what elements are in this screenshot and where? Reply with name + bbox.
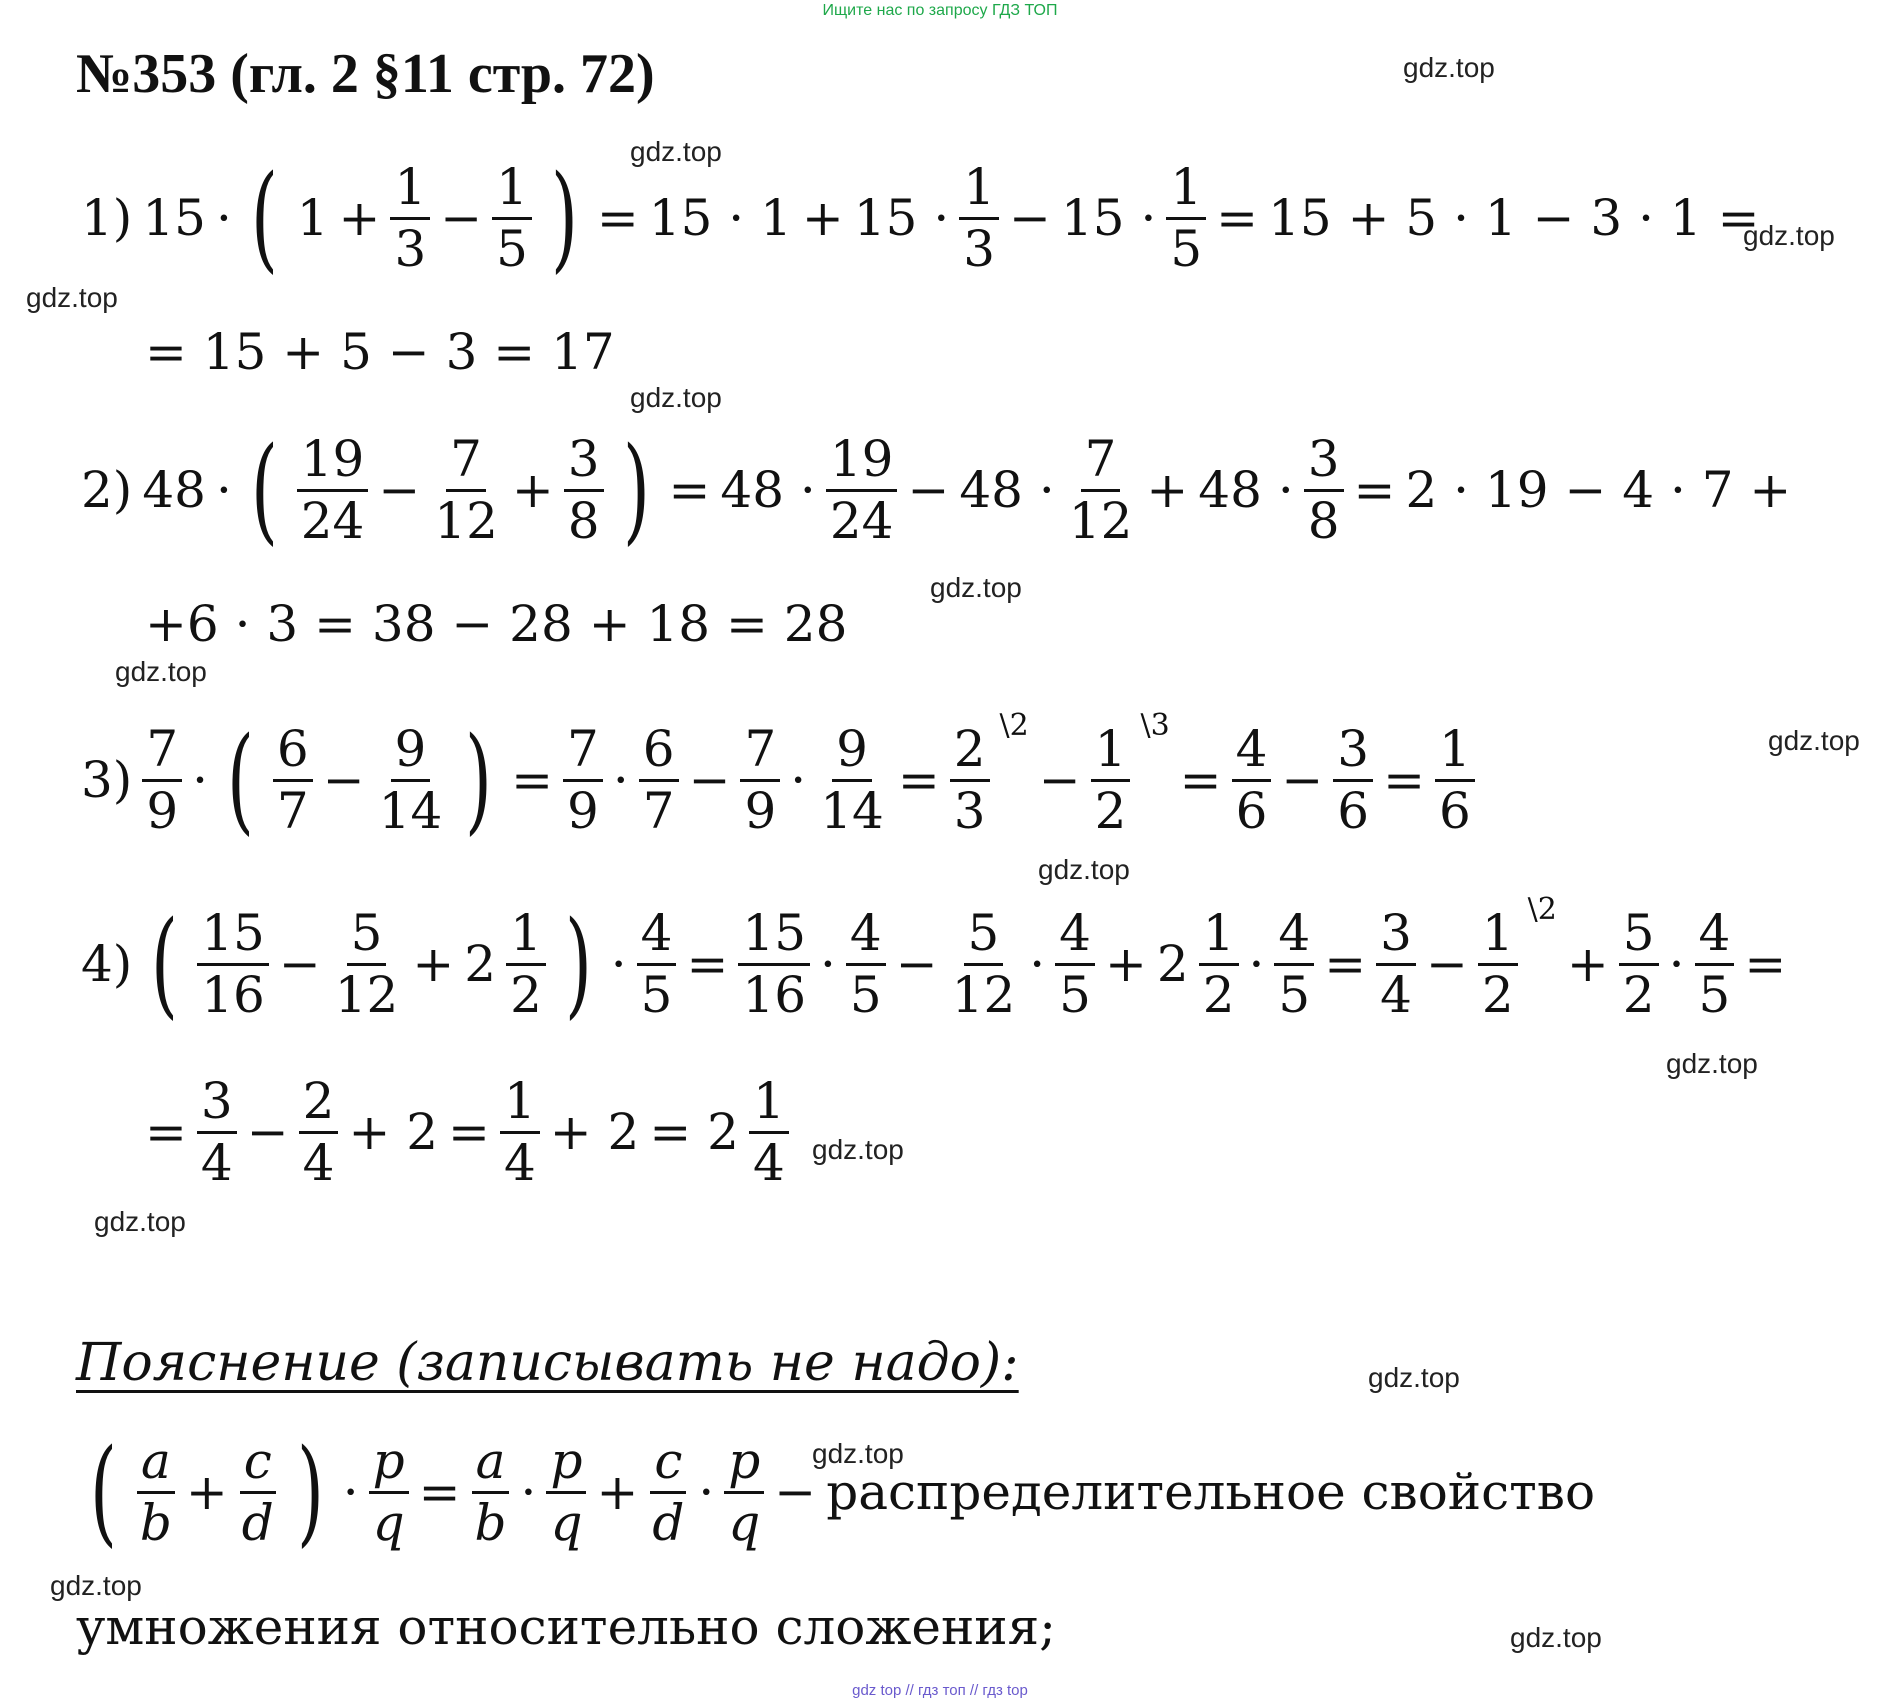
expression: = 15 + 5 − 3 = 17 — [145, 323, 615, 381]
operator: − — [1425, 935, 1468, 993]
term: 2 — [464, 935, 497, 993]
operator: + — [1566, 935, 1609, 993]
operator: − — [1038, 751, 1081, 809]
explanation-formula — [76, 1412, 1600, 1572]
operator: = — [686, 935, 729, 993]
fraction: $\frac{3}{8}$ — [564, 433, 604, 547]
watermark: gdz.top — [1743, 220, 1835, 251]
fraction: $\frac{1}{3}$ — [959, 161, 999, 275]
operator: · — [820, 935, 836, 993]
fraction: $\frac{6}{7}$ — [273, 723, 313, 837]
multiplier-mark: \3 — [1140, 708, 1170, 743]
fraction: $\frac{p}{q}$ — [369, 1435, 409, 1549]
explanation-heading: Пояснение (записывать не надо): — [76, 1333, 1019, 1393]
operator: = — [418, 1463, 461, 1521]
operator: − — [278, 935, 321, 993]
operator: · — [520, 1463, 537, 1521]
fraction: $\frac{5}{2}$ — [1619, 907, 1659, 1021]
left-paren: ( — [250, 150, 278, 285]
fraction: $\frac{1}{4}$ — [500, 1075, 540, 1189]
operator: − — [774, 1463, 817, 1521]
operator: = — [145, 1103, 187, 1161]
fraction: $\frac{c}{d}$ — [652, 1432, 685, 1552]
operator: + — [338, 189, 381, 247]
operator: − — [907, 461, 950, 519]
fraction: $\frac{3}{4}$ — [197, 1075, 237, 1189]
fraction: $\frac{4}{6}$ — [1232, 723, 1272, 837]
fraction: $\frac{p}{q}$ — [724, 1435, 764, 1549]
operator: · — [1668, 935, 1685, 993]
term: + 2 — [348, 1103, 439, 1161]
watermark: gdz.top — [930, 572, 1022, 603]
operator: − — [688, 751, 731, 809]
fraction: $\frac{2}{3}$ — [950, 723, 990, 837]
term: 48 — [142, 461, 206, 519]
term: 1 — [296, 189, 329, 247]
watermark: gdz.top — [1768, 725, 1860, 756]
multiplier-mark: \2 — [1527, 892, 1557, 927]
problem-3-line — [76, 700, 1480, 860]
fraction: $\frac{9}{14}$ — [378, 720, 443, 840]
watermark: gdz.top — [115, 656, 207, 687]
fraction: $\frac{p}{q}$ — [546, 1435, 586, 1549]
term: 2 — [1156, 935, 1189, 993]
term: 15 + 5 · 1 − 3 · 1 = — [1268, 189, 1760, 247]
fraction: $\frac{1}{3}$ — [390, 161, 430, 275]
operator: · — [215, 189, 232, 247]
right-paren: ) — [622, 422, 650, 557]
watermark: gdz.top — [1510, 1622, 1602, 1653]
right-paren: ) — [550, 150, 578, 285]
operator: = — [1216, 189, 1259, 247]
watermark: gdz.top — [630, 136, 722, 167]
term: 2 · 19 − 4 · 7 + — [1405, 461, 1792, 519]
watermark: gdz.top — [94, 1206, 186, 1237]
operator: · — [1029, 935, 1046, 993]
fraction: $\frac{1}{4}$ — [749, 1075, 789, 1189]
operator: = — [1744, 935, 1787, 993]
page-title: №353 (гл. 2 §11 стр. 72) — [76, 43, 655, 105]
operator: = — [511, 751, 554, 809]
expression: +6 · 3 = 38 − 28 + 18 = 28 — [145, 595, 848, 653]
right-paren: ) — [296, 1424, 324, 1559]
operator: + — [801, 189, 844, 247]
term: = 2 — [649, 1103, 739, 1161]
fraction: $\frac{1}{2}$ — [1091, 723, 1131, 837]
left-paren: ( — [227, 712, 254, 847]
fraction: $\frac{19}{24}$ — [297, 433, 369, 547]
operator: + — [185, 1463, 228, 1521]
operator: = — [1383, 751, 1426, 809]
problem-2-line-2 — [140, 544, 852, 704]
operator: = — [668, 461, 711, 519]
term: 48 · — [1198, 461, 1294, 519]
term: 15 — [142, 189, 206, 247]
watermark: gdz.top — [1038, 854, 1130, 885]
operator: · — [192, 751, 209, 809]
watermark: gdz.top — [630, 382, 722, 413]
fraction: $\frac{1}{6}$ — [1435, 723, 1475, 837]
fraction: $\frac{1}{2}$ — [1199, 907, 1239, 1021]
fraction: $\frac{7}{12}$ — [1068, 430, 1133, 550]
fraction: $\frac{1}{2}$ — [506, 907, 546, 1021]
operator: · — [610, 935, 627, 993]
problem-number: 4) — [81, 935, 133, 993]
fraction: $\frac{19}{24}$ — [826, 433, 898, 547]
term: 48 · — [959, 461, 1055, 519]
fraction: $\frac{4}{5}$ — [846, 907, 886, 1021]
problem-4-line-1 — [76, 884, 1791, 1044]
fraction: $\frac{a}{b}$ — [136, 1435, 176, 1549]
left-paren: ( — [89, 1424, 117, 1559]
term: 15 · 1 — [648, 189, 792, 247]
operator: · — [342, 1463, 359, 1521]
term: 15 · — [1060, 189, 1157, 247]
explanation-text-line-2: умножения относительно сложения; — [76, 1598, 1056, 1656]
fraction: $\frac{a}{b}$ — [471, 1435, 511, 1549]
operator: − — [1281, 751, 1324, 809]
operator: = — [1179, 751, 1222, 809]
fraction: $\frac{15}{16}$ — [197, 907, 269, 1021]
fraction: $\frac{5}{12}$ — [951, 904, 1016, 1024]
fraction: $\frac{7}{12}$ — [434, 430, 498, 550]
problem-4-line-2 — [140, 1052, 794, 1212]
operator: = — [1324, 935, 1367, 993]
fraction: $\frac{c}{d}$ — [241, 1432, 274, 1552]
left-paren: ( — [250, 422, 278, 557]
operator: − — [322, 751, 365, 809]
right-paren: ) — [564, 896, 592, 1031]
fraction: $\frac{1}{5}$ — [1166, 161, 1206, 275]
fraction: $\frac{9}{14}$ — [820, 720, 884, 840]
multiplier-mark: \2 — [999, 708, 1029, 743]
fraction: $\frac{3}{8}$ — [1304, 433, 1344, 547]
operator: − — [378, 461, 421, 519]
operator: + — [1146, 461, 1189, 519]
watermark: gdz.top — [1666, 1048, 1758, 1079]
operator: · — [698, 1463, 715, 1521]
fraction: $\frac{4}{5}$ — [1055, 907, 1095, 1021]
watermark: gdz.top — [1403, 52, 1495, 83]
left-paren: ( — [151, 896, 179, 1031]
fraction: $\frac{3}{6}$ — [1333, 723, 1373, 837]
watermark: gdz.top — [1368, 1362, 1460, 1393]
operator: − — [440, 189, 483, 247]
term: 15 · — [853, 189, 950, 247]
term: + 2 — [549, 1103, 640, 1161]
explanation-text: распределительное свойство — [826, 1463, 1596, 1521]
fraction: $\frac{7}{9}$ — [563, 723, 603, 837]
problem-number: 1) — [81, 189, 133, 247]
fraction: $\frac{3}{4}$ — [1376, 907, 1416, 1021]
operator: + — [596, 1463, 639, 1521]
operator: = — [448, 1103, 490, 1161]
operator: · — [612, 751, 629, 809]
operator: = — [1353, 461, 1396, 519]
problem-number: 2) — [81, 461, 133, 519]
watermark: gdz.top — [50, 1570, 142, 1601]
operator: = — [897, 751, 940, 809]
fraction: $\frac{4}{5}$ — [637, 907, 677, 1021]
operator: = — [596, 189, 639, 247]
operator: · — [1248, 935, 1265, 993]
watermark: gdz.top — [812, 1134, 904, 1165]
operator: + — [511, 461, 554, 519]
operator: + — [1104, 935, 1147, 993]
watermark: gdz.top — [812, 1438, 904, 1469]
fraction: $\frac{7}{9}$ — [740, 723, 780, 837]
problem-number: 3) — [81, 751, 133, 809]
fraction: $\frac{2}{4}$ — [299, 1075, 339, 1189]
term: 48 · — [720, 461, 816, 519]
fraction: $\frac{6}{7}$ — [639, 723, 679, 837]
operator: − — [1009, 189, 1051, 247]
fraction: $\frac{5}{12}$ — [334, 904, 399, 1024]
right-paren: ) — [465, 712, 493, 847]
fraction: $\frac{1}{2}$ — [1478, 907, 1518, 1021]
operator: + — [412, 935, 455, 993]
fraction: $\frac{7}{9}$ — [142, 723, 182, 837]
operator: · — [790, 751, 807, 809]
fraction: $\frac{4}{5}$ — [1695, 907, 1735, 1021]
watermark: gdz.top — [26, 282, 118, 313]
fraction: $\frac{1}{5}$ — [492, 161, 532, 275]
problem-1-line-2 — [140, 272, 620, 432]
fraction: $\frac{15}{16}$ — [738, 907, 810, 1021]
top-banner: Ищите нас по запросу ГДЗ ТОП — [822, 2, 1058, 19]
fraction: $\frac{4}{5}$ — [1274, 907, 1314, 1021]
bottom-banner: gdz top // гдз топ // гдз top — [852, 1682, 1028, 1699]
operator: − — [895, 935, 938, 993]
operator: · — [215, 461, 232, 519]
operator: − — [246, 1103, 289, 1161]
